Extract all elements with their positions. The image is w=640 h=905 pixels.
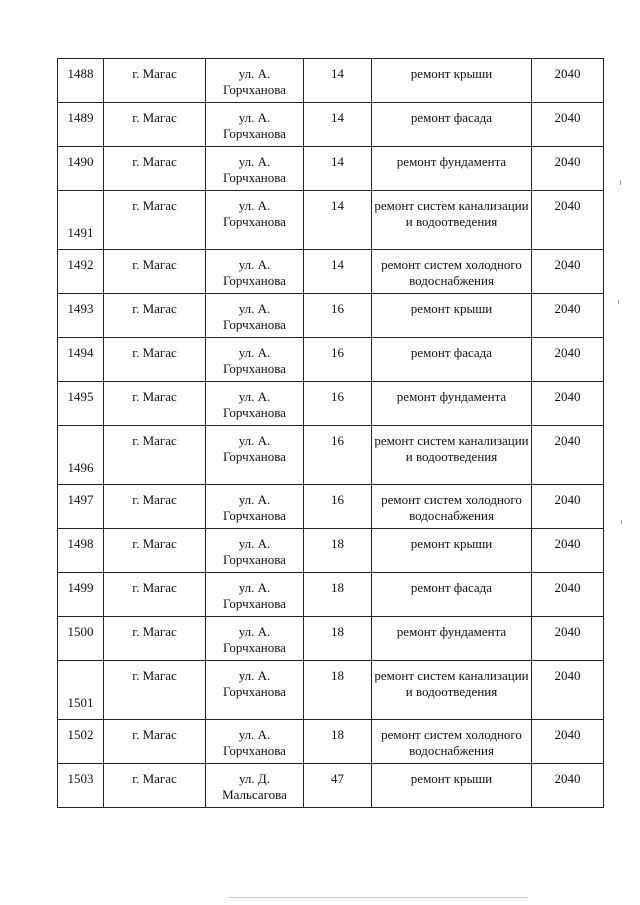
year-cell: 2040 — [532, 338, 604, 382]
street-line: ул. А. — [238, 301, 271, 316]
street-cell — [206, 529, 304, 573]
street-line: Горчханова — [223, 361, 286, 376]
year-cell: 2040 — [532, 764, 604, 808]
street-line: Горчханова — [223, 317, 286, 332]
street-cell — [206, 147, 304, 191]
year-cell: 2040 — [532, 720, 604, 764]
year-cell: 2040 — [532, 617, 604, 661]
row-number-cell: 1502 — [58, 720, 104, 764]
work-type-cell: ремонт систем канализации и водоотведения — [372, 191, 532, 250]
year-cell: 2040 — [532, 573, 604, 617]
street-line: Горчханова — [223, 743, 286, 758]
street-line: ул. А. — [238, 624, 271, 639]
row-number-cell: 1488 — [58, 59, 104, 103]
street-line: ул. А. — [238, 492, 271, 507]
city-cell: г. Магас — [104, 294, 206, 338]
house-number-cell: 16 — [304, 294, 372, 338]
work-type-cell: ремонт фасада — [372, 338, 532, 382]
year-cell: 2040 — [532, 191, 604, 250]
city-cell: г. Магас — [104, 485, 206, 529]
row-number-cell: 1499 — [58, 573, 104, 617]
house-number-cell: 14 — [304, 59, 372, 103]
row-number-cell: 1494 — [58, 338, 104, 382]
table-row — [58, 426, 604, 485]
city-cell: г. Магас — [104, 191, 206, 250]
city-cell: г. Магас — [104, 529, 206, 573]
street-line: ул. А. — [238, 198, 271, 213]
row-number-cell: 1493 — [58, 294, 104, 338]
street-line: Горчханова — [223, 82, 286, 97]
year-cell: 2040 — [532, 529, 604, 573]
scan-artifact — [621, 520, 622, 524]
street-cell — [206, 103, 304, 147]
row-number-cell: 1491 — [58, 191, 104, 250]
work-type-cell: ремонт систем холодного водоснабжения — [372, 720, 532, 764]
table-row — [58, 485, 604, 529]
house-number-cell: 16 — [304, 426, 372, 485]
house-number-cell: 16 — [304, 485, 372, 529]
city-cell: г. Магас — [104, 250, 206, 294]
row-number-cell: 1498 — [58, 529, 104, 573]
repair-schedule-table — [57, 58, 604, 808]
street-line: ул. А. — [238, 154, 271, 169]
street-line: ул. А. — [238, 389, 271, 404]
house-number-cell: 47 — [304, 764, 372, 808]
table-row — [58, 617, 604, 661]
street-cell — [206, 426, 304, 485]
house-number-cell: 16 — [304, 382, 372, 426]
row-number-cell: 1495 — [58, 382, 104, 426]
house-number-cell: 18 — [304, 617, 372, 661]
table-row — [58, 103, 604, 147]
street-line: ул. А. — [238, 727, 271, 742]
street-line: ул. А. — [238, 110, 271, 125]
table-row — [58, 382, 604, 426]
street-line: Горчханова — [223, 640, 286, 655]
house-number-cell: 18 — [304, 529, 372, 573]
work-type-cell: ремонт крыши — [372, 529, 532, 573]
street-line: ул. А. — [238, 536, 271, 551]
year-cell: 2040 — [532, 103, 604, 147]
street-line: ул. А. — [238, 580, 271, 595]
table-row — [58, 573, 604, 617]
house-number-cell: 18 — [304, 661, 372, 720]
table-row — [58, 250, 604, 294]
street-cell — [206, 485, 304, 529]
year-cell: 2040 — [532, 382, 604, 426]
row-number-cell: 1492 — [58, 250, 104, 294]
table-row — [58, 720, 604, 764]
street-line: ул. А. — [238, 257, 271, 272]
street-line: ул. А. — [238, 345, 271, 360]
year-cell: 2040 — [532, 485, 604, 529]
street-cell — [206, 617, 304, 661]
work-type-cell: ремонт систем канализации и водоотведения — [372, 426, 532, 485]
street-cell — [206, 338, 304, 382]
row-number-cell: 1489 — [58, 103, 104, 147]
street-line: Горчханова — [223, 170, 286, 185]
table-row — [58, 338, 604, 382]
house-number-cell: 16 — [304, 338, 372, 382]
street-cell — [206, 59, 304, 103]
row-number-cell: 1497 — [58, 485, 104, 529]
street-cell — [206, 382, 304, 426]
table-row — [58, 294, 604, 338]
year-cell: 2040 — [532, 250, 604, 294]
table-row — [58, 191, 604, 250]
street-line: ул. Д. — [238, 771, 271, 786]
work-type-cell: ремонт систем холодного водоснабжения — [372, 485, 532, 529]
street-line: Горчханова — [223, 508, 286, 523]
street-line: Горчханова — [223, 214, 286, 229]
document-sheet — [57, 58, 604, 808]
row-number-cell: 1503 — [58, 764, 104, 808]
house-number-cell: 14 — [304, 191, 372, 250]
year-cell: 2040 — [532, 147, 604, 191]
city-cell: г. Магас — [104, 382, 206, 426]
street-line: Мальсагова — [222, 787, 287, 802]
table-row — [58, 661, 604, 720]
street-cell — [206, 250, 304, 294]
street-line: Горчханова — [223, 596, 286, 611]
work-type-cell: ремонт фундамента — [372, 617, 532, 661]
city-cell: г. Магас — [104, 617, 206, 661]
table-row — [58, 529, 604, 573]
street-cell — [206, 720, 304, 764]
year-cell: 2040 — [532, 59, 604, 103]
city-cell: г. Магас — [104, 426, 206, 485]
work-type-cell: ремонт фундамента — [372, 382, 532, 426]
city-cell: г. Магас — [104, 338, 206, 382]
scan-artifact — [618, 300, 619, 304]
table-row — [58, 147, 604, 191]
work-type-cell: ремонт крыши — [372, 294, 532, 338]
house-number-cell: 14 — [304, 250, 372, 294]
street-line: ул. А. — [238, 668, 271, 683]
city-cell: г. Магас — [104, 147, 206, 191]
table-body — [58, 59, 604, 808]
year-cell: 2040 — [532, 661, 604, 720]
city-cell: г. Магас — [104, 59, 206, 103]
year-cell: 2040 — [532, 294, 604, 338]
street-line: ул. А. — [238, 66, 271, 81]
work-type-cell: ремонт фундамента — [372, 147, 532, 191]
street-line: Горчханова — [223, 126, 286, 141]
house-number-cell: 18 — [304, 720, 372, 764]
city-cell: г. Магас — [104, 764, 206, 808]
street-cell — [206, 764, 304, 808]
street-line: Горчханова — [223, 449, 286, 464]
work-type-cell: ремонт систем канализации и водоотведения — [372, 661, 532, 720]
work-type-cell: ремонт крыши — [372, 764, 532, 808]
table-row — [58, 764, 604, 808]
city-cell: г. Магас — [104, 661, 206, 720]
work-type-cell: ремонт фасада — [372, 103, 532, 147]
street-line: Горчханова — [223, 684, 286, 699]
street-line: Горчханова — [223, 552, 286, 567]
house-number-cell: 18 — [304, 573, 372, 617]
street-line: Горчханова — [223, 405, 286, 420]
work-type-cell: ремонт крыши — [372, 59, 532, 103]
row-number-cell: 1490 — [58, 147, 104, 191]
table-row — [58, 59, 604, 103]
row-number-cell: 1500 — [58, 617, 104, 661]
street-line: ул. А. — [238, 433, 271, 448]
city-cell: г. Магас — [104, 720, 206, 764]
street-cell — [206, 661, 304, 720]
street-cell — [206, 573, 304, 617]
row-number-cell: 1496 — [58, 426, 104, 485]
year-cell: 2040 — [532, 426, 604, 485]
scan-artifact — [620, 180, 621, 185]
city-cell: г. Магас — [104, 573, 206, 617]
work-type-cell: ремонт систем холодного водоснабжения — [372, 250, 532, 294]
row-number-cell: 1501 — [58, 661, 104, 720]
house-number-cell: 14 — [304, 147, 372, 191]
work-type-cell: ремонт фасада — [372, 573, 532, 617]
street-cell — [206, 294, 304, 338]
street-line: Горчханова — [223, 273, 286, 288]
house-number-cell: 14 — [304, 103, 372, 147]
street-cell — [206, 191, 304, 250]
city-cell: г. Магас — [104, 103, 206, 147]
scan-artifact — [228, 897, 528, 898]
